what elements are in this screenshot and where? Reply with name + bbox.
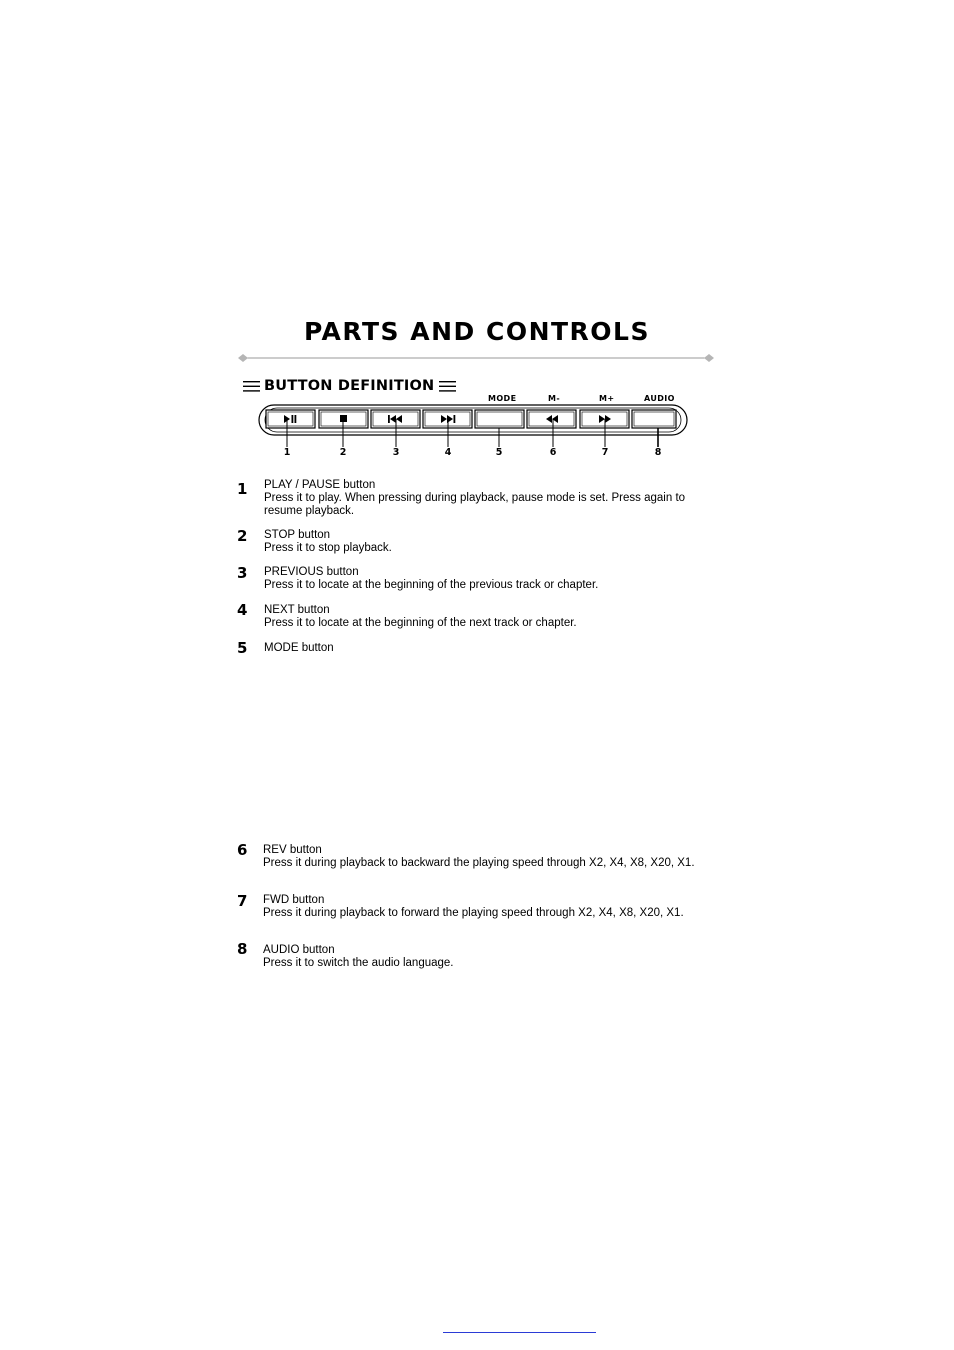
menu-lines-icon (439, 381, 456, 392)
panel-number-1: 1 (283, 447, 291, 458)
footer-link[interactable] (443, 1322, 596, 1333)
definition-number: 1 (237, 480, 248, 498)
definition-name: NEXT button (264, 604, 330, 616)
definition-number: 8 (237, 940, 248, 958)
definition-item (263, 894, 703, 920)
definition-desc: Press it to locate at the beginning of the previous track or chapter. (264, 579, 599, 591)
definition-name: STOP button (264, 529, 331, 541)
definition-name: REV button (263, 844, 322, 856)
definition-number: 6 (237, 841, 248, 859)
panel-button-8 (632, 410, 676, 428)
definition-name: PREVIOUS button (264, 566, 359, 578)
section-heading (243, 376, 456, 396)
definition-desc: Press it to locate at the beginning of the next track or chapter. (264, 617, 577, 629)
definition-item (264, 642, 704, 655)
panel-number-8: 8 (654, 447, 662, 458)
panel-number-7: 7 (601, 447, 609, 458)
definition-number: 4 (237, 601, 248, 619)
panel-number-4: 4 (444, 447, 452, 458)
panel-label-m-plus: M+ (599, 394, 615, 403)
definition-number: 5 (237, 639, 248, 657)
definition-item (264, 566, 704, 592)
panel-label-m-minus: M- (548, 394, 561, 403)
button-panel (256, 404, 692, 454)
definition-name: AUDIO button (263, 944, 335, 956)
page-title: PARTS AND CONTROLS (303, 317, 650, 346)
panel-number-3: 3 (392, 447, 400, 458)
panel-buttons (266, 410, 676, 428)
panel-number-2: 2 (339, 447, 347, 458)
definition-desc: Press it to stop playback. (264, 542, 392, 554)
title-divider (238, 352, 718, 364)
definition-item (264, 604, 704, 630)
definition-item (264, 529, 704, 555)
definition-item (263, 944, 703, 970)
menu-lines-icon (243, 381, 260, 392)
panel-number-6: 6 (549, 447, 557, 458)
section-heading-text: BUTTON DEFINITION (264, 378, 435, 394)
definition-item (263, 844, 703, 870)
definition-item (264, 479, 704, 518)
panel-label-audio: AUDIO (644, 394, 675, 403)
panel-button-1 (266, 410, 315, 428)
definition-desc: Press it during playback to forward the playing speed through X2, X4, X8, X20, X1. (263, 907, 684, 919)
definition-name: PLAY / PAUSE button (264, 479, 376, 491)
definition-name: FWD button (263, 894, 325, 906)
panel-label-mode: MODE (488, 394, 517, 403)
definition-desc: Press it to play. When pressing during playback, pause mode is set. Press again to resume playback. (264, 492, 686, 517)
definition-number: 2 (237, 527, 248, 545)
panel-number-5: 5 (495, 447, 503, 458)
panel-button-5 (475, 410, 524, 428)
definition-desc: Press it during playback to backward the playing speed through X2, X4, X8, X20, X1. (263, 857, 695, 869)
definition-name: MODE button (264, 642, 334, 654)
definition-number: 3 (237, 564, 248, 582)
definition-desc: Press it to switch the audio language. (263, 957, 454, 969)
definition-number: 7 (237, 892, 248, 910)
